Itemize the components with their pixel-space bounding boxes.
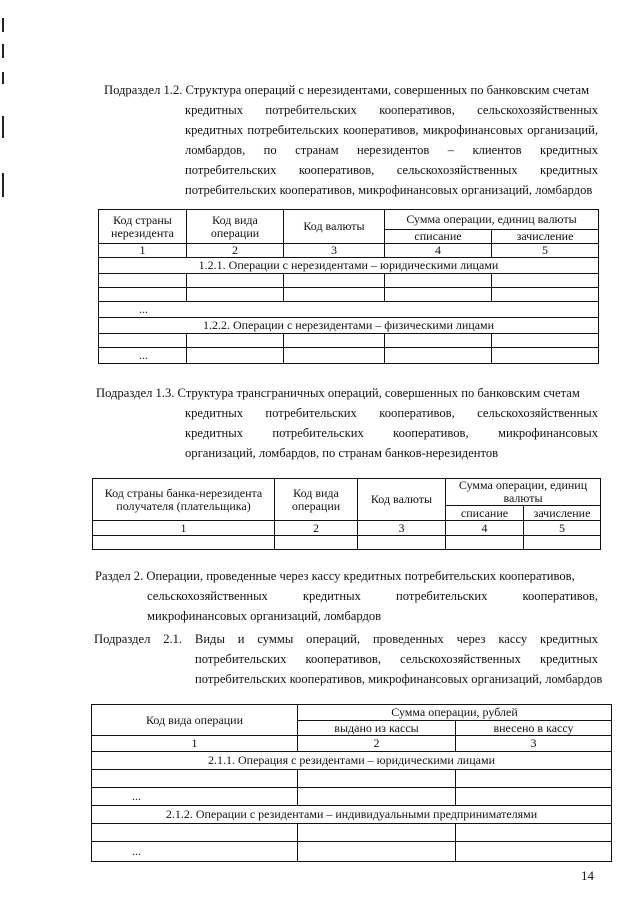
header-operation-sum: Сумма операции, единиц валюты bbox=[385, 210, 599, 230]
table-row bbox=[92, 770, 612, 788]
table-cell bbox=[275, 536, 358, 550]
column-number: 5 bbox=[524, 521, 601, 536]
table-cell bbox=[99, 274, 187, 288]
header-country-code: Код страны нерезидента bbox=[99, 210, 187, 244]
margin-bar-5 bbox=[2, 173, 4, 197]
section-2-title-line-3: микрофинансовых организаций, ломбардов bbox=[147, 609, 382, 623]
group-heading-individuals: 1.2.2. Операции с нерезидентами – физическими лицами bbox=[99, 318, 599, 334]
column-number: 2 bbox=[275, 521, 358, 536]
group-heading-legal-entities: 2.1.1. Операция с резидентами – юридическими лицами bbox=[92, 752, 612, 770]
table-cell bbox=[298, 824, 456, 842]
table-cell bbox=[187, 348, 284, 364]
table-cell bbox=[92, 824, 298, 842]
table-row bbox=[99, 274, 599, 288]
header-cash-in: внесено в кассу bbox=[456, 721, 612, 736]
header-cash-out: выдано из кассы bbox=[298, 721, 456, 736]
subsection-1-2-title-line-3: кредитных потребительских кооперативов, микрофинансовых организаций, bbox=[185, 123, 598, 137]
table-cell bbox=[456, 842, 612, 862]
table-cell bbox=[187, 334, 284, 348]
page-number: 14 bbox=[581, 868, 594, 883]
subsection-1-3-title-line-1: Подраздел 1.3. Структура трансграничных операций, совершенных по банковским счетам bbox=[96, 386, 580, 400]
table-cell bbox=[456, 824, 612, 842]
table-cell bbox=[284, 334, 385, 348]
table-cell bbox=[284, 274, 385, 288]
margin-bar-3 bbox=[2, 72, 4, 84]
header-credit: зачисление bbox=[492, 230, 599, 244]
subsection-2-1-title-line-1: Подраздел 2.1. Виды и суммы операций, проведенных через кассу кредитных bbox=[94, 632, 598, 646]
section-2-heading bbox=[95, 566, 598, 626]
table-cell bbox=[492, 274, 599, 288]
header-debit: списание bbox=[446, 506, 524, 521]
header-currency-code: Код валюты bbox=[358, 479, 446, 521]
subsection-1-3-title-line-3: кредитных потребительских кооперативов, микрофинансовых bbox=[185, 426, 598, 440]
subsection-1-2-heading bbox=[104, 80, 598, 200]
table-cell bbox=[284, 348, 385, 364]
table-cell bbox=[446, 536, 524, 550]
column-number: 3 bbox=[284, 244, 385, 258]
column-number: 1 bbox=[92, 736, 298, 752]
table-cell bbox=[385, 348, 492, 364]
header-credit: зачисление bbox=[524, 506, 601, 521]
table-cell bbox=[385, 288, 492, 302]
header-bank-country-code: Код страны банка-нерезидента получателя (плательщика) bbox=[93, 479, 275, 521]
table-cell bbox=[456, 788, 612, 806]
margin-bar-1 bbox=[2, 18, 4, 32]
ellipsis-cell: ... bbox=[92, 842, 298, 862]
column-number: 1 bbox=[93, 521, 275, 536]
margin-bar-2 bbox=[2, 44, 4, 58]
ellipsis-cell: ... bbox=[92, 788, 298, 806]
column-number: 5 bbox=[492, 244, 599, 258]
subsection-1-3-title-line-2: кредитных потребительских кооперативов, сельскохозяйственных bbox=[185, 406, 598, 420]
column-number: 2 bbox=[187, 244, 284, 258]
column-number-row bbox=[99, 244, 599, 258]
table-row bbox=[92, 842, 612, 862]
header-operation-sum: Сумма операции, единиц валюты bbox=[446, 479, 601, 506]
header-currency-code: Код валюты bbox=[284, 210, 385, 244]
group-heading-legal-entities: 1.2.1. Операции с нерезидентами – юридическими лицами bbox=[99, 258, 599, 274]
table-cell bbox=[93, 536, 275, 550]
table-row bbox=[93, 536, 601, 550]
subsection-2-1-title-line-2: потребительских кооперативов, сельскохозяйственных кредитных bbox=[195, 652, 598, 666]
margin-bar-4 bbox=[2, 116, 4, 138]
table-cell bbox=[284, 288, 385, 302]
table-row bbox=[92, 824, 612, 842]
header-operation-code: Код вида операции bbox=[187, 210, 284, 244]
table-cell bbox=[524, 536, 601, 550]
table-cell bbox=[492, 288, 599, 302]
table-cell bbox=[298, 770, 456, 788]
table-cell bbox=[385, 274, 492, 288]
header-debit: списание bbox=[385, 230, 492, 244]
subsection-2-1-title-line-3: потребительских кооперативов, микрофинансовых организаций, ломбардов bbox=[195, 672, 603, 686]
table-row bbox=[99, 334, 599, 348]
table-cell bbox=[92, 770, 298, 788]
section-2-title-line-2: сельскохозяйственных кредитных потребительских кооперативов, bbox=[147, 589, 598, 603]
table-row bbox=[99, 288, 599, 302]
subsection-1-3-title-line-4: организаций, ломбардов, по странам банков-нерезидентов bbox=[185, 446, 499, 460]
header-operation-code: Код вида операции bbox=[92, 705, 298, 736]
group-heading-entrepreneurs: 2.1.2. Операции с резидентами – индивидуальными предпринимателями bbox=[92, 806, 612, 824]
table-cell bbox=[492, 334, 599, 348]
column-number: 3 bbox=[358, 521, 446, 536]
table-cell bbox=[492, 348, 599, 364]
table-cell bbox=[298, 842, 456, 862]
table-2-1 bbox=[91, 704, 612, 862]
ellipsis-row: ... bbox=[99, 302, 599, 318]
table-cell bbox=[187, 288, 284, 302]
table-cell bbox=[456, 770, 612, 788]
column-number: 1 bbox=[99, 244, 187, 258]
table-1-3 bbox=[92, 478, 601, 550]
table-cell bbox=[298, 788, 456, 806]
table-cell bbox=[187, 274, 284, 288]
header-operation-sum-rub: Сумма операции, рублей bbox=[298, 705, 612, 721]
table-cell bbox=[99, 334, 187, 348]
column-number: 4 bbox=[446, 521, 524, 536]
column-number-row bbox=[92, 736, 612, 752]
table-row bbox=[99, 348, 599, 364]
table-row bbox=[92, 788, 612, 806]
column-number: 2 bbox=[298, 736, 456, 752]
subsection-1-3-heading bbox=[96, 383, 598, 463]
table-1-2 bbox=[98, 209, 599, 364]
section-2-title-line-1: Раздел 2. Операции, проведенные через кассу кредитных потребительских кооперативов, bbox=[95, 569, 575, 583]
header-operation-code: Код вида операции bbox=[275, 479, 358, 521]
column-number-row bbox=[93, 521, 601, 536]
subsection-1-2-title-line-5: потребительских кооперативов, сельскохозяйственных кредитных bbox=[185, 163, 598, 177]
table-cell bbox=[99, 288, 187, 302]
subsection-1-2-title-line-2: кредитных потребительских кооперативов, сельскохозяйственных bbox=[185, 103, 598, 117]
subsection-1-2-title-line-6: потребительских кооперативов, микрофинансовых организаций, ломбардов bbox=[185, 183, 593, 197]
table-cell bbox=[358, 536, 446, 550]
column-number: 3 bbox=[456, 736, 612, 752]
table-cell bbox=[385, 334, 492, 348]
column-number: 4 bbox=[385, 244, 492, 258]
subsection-1-2-title-line-4: ломбардов, по странам нерезидентов – клиентов кредитных bbox=[185, 143, 598, 157]
subsection-1-2-title-line-1: Подраздел 1.2. Структура операций с нерезидентами, совершенных по банковским счетам bbox=[104, 83, 590, 97]
subsection-2-1-heading bbox=[94, 629, 603, 689]
ellipsis-cell: ... bbox=[99, 348, 187, 364]
